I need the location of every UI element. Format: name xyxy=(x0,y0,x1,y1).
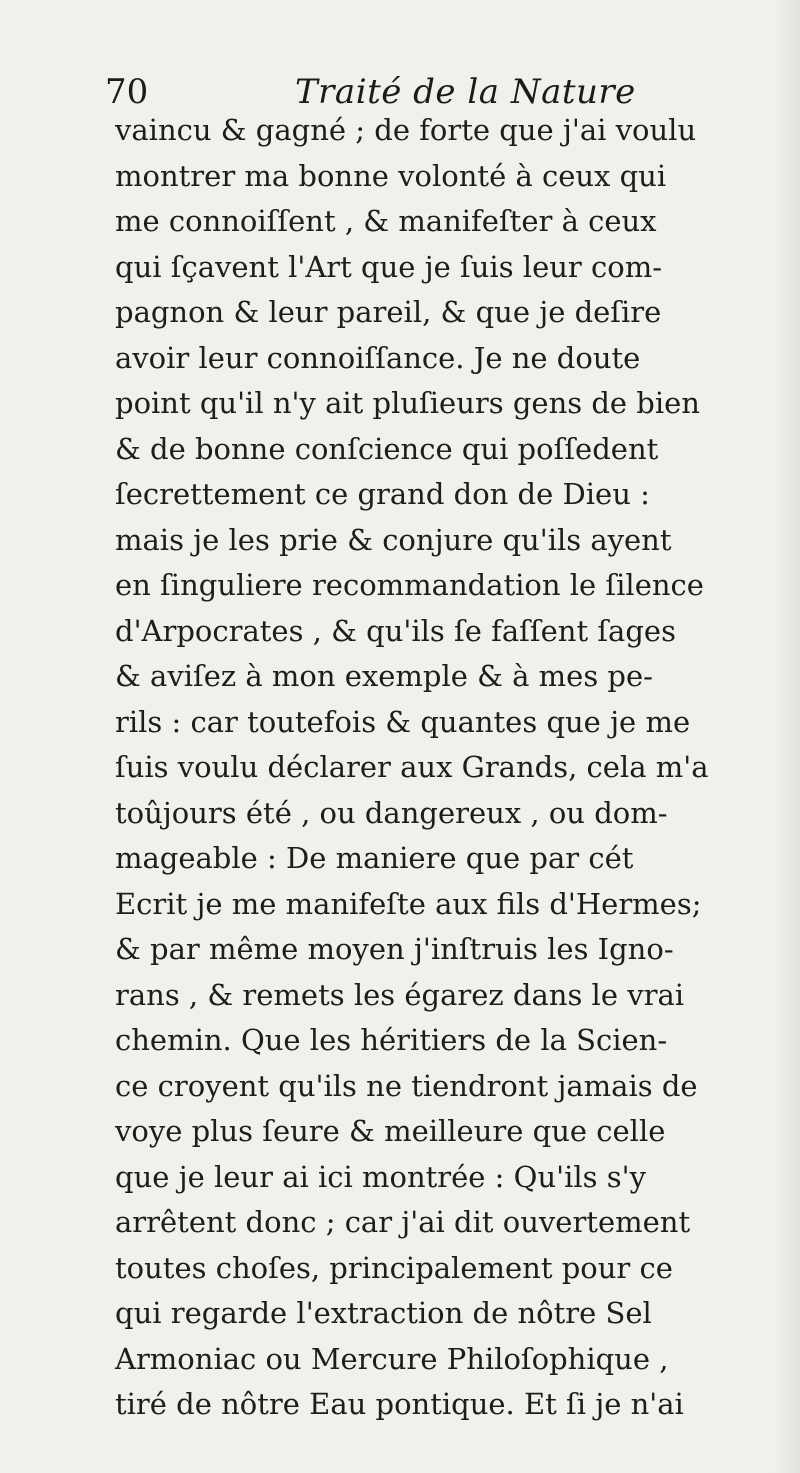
text-line: mageable : De maniere que par cét xyxy=(115,841,634,875)
text-line: point qu'il n'y ait pluſieurs gens de bien xyxy=(115,386,700,420)
text-line: ſuis voulu déclarer aux Grands, cela m'a xyxy=(115,750,709,784)
text-line: arrêtent donc ; car j'ai dit ouvertement xyxy=(115,1205,691,1239)
text-line: vaincu & gagné ; de forte que j'ai voulu xyxy=(115,113,697,147)
text-line: rans , & remets les égarez dans le vrai xyxy=(115,977,685,1012)
running-title: Traité de la Nature xyxy=(295,72,636,112)
text-line: montrer ma bonne volonté à ceux qui xyxy=(115,158,667,193)
text-line: toûjours été , ou dangereux , ou dom- xyxy=(115,795,668,830)
text-line: ſecrettement ce grand don de Dieu : xyxy=(115,477,650,511)
text-line: ce croyent qu'ils ne tiendront jamais de xyxy=(115,1068,698,1103)
text-line: d'Arpocrates , & qu'ils ſe faſſent ſages xyxy=(115,613,676,648)
text-line: me connoiſſent , & manifeſter à ceux xyxy=(115,204,657,238)
text-line: avoir leur connoiſſance. Je ne doute xyxy=(115,340,641,375)
page-number: 70 xyxy=(105,72,149,112)
text-line: toutes choſes, principalement pour ce xyxy=(115,1250,673,1285)
text-line: tiré de nôtre Eau pontique. Et ſi je n'ai xyxy=(115,1387,684,1421)
text-line: en ſinguliere recommandation le ſilence xyxy=(115,568,704,602)
text-line: Ecrit je me manifeſte aux fils d'Hermes; xyxy=(115,886,702,921)
text-line: voye plus ſeure & meilleure que celle xyxy=(115,1114,666,1148)
text-line: pagnon & leur pareil, & que je deſire xyxy=(115,295,662,329)
text-line: qui ſçavent l'Art que je ſuis leur com- xyxy=(115,249,662,284)
text-line: que je leur ai ici montrée : Qu'ils s'y xyxy=(115,1159,646,1194)
body-text xyxy=(115,108,785,1428)
text-line: & par même moyen j'inſtruis les Igno- xyxy=(115,932,674,966)
text-line: & aviſez à mon exemple & à mes pe- xyxy=(115,659,653,693)
text-line: rils : car toutefois & quantes que je me xyxy=(115,704,691,739)
text-line: Armoniac ou Mercure Philoſophique , xyxy=(115,1341,669,1376)
text-line: chemin. Que les héritiers de la Scien- xyxy=(115,1023,668,1057)
text-line: & de bonne conſcience qui poſſedent xyxy=(115,431,659,466)
text-line: qui regarde l'extraction de nôtre Sel xyxy=(115,1296,652,1330)
text-line: mais je les prie & conjure qu'ils ayent xyxy=(115,522,672,557)
